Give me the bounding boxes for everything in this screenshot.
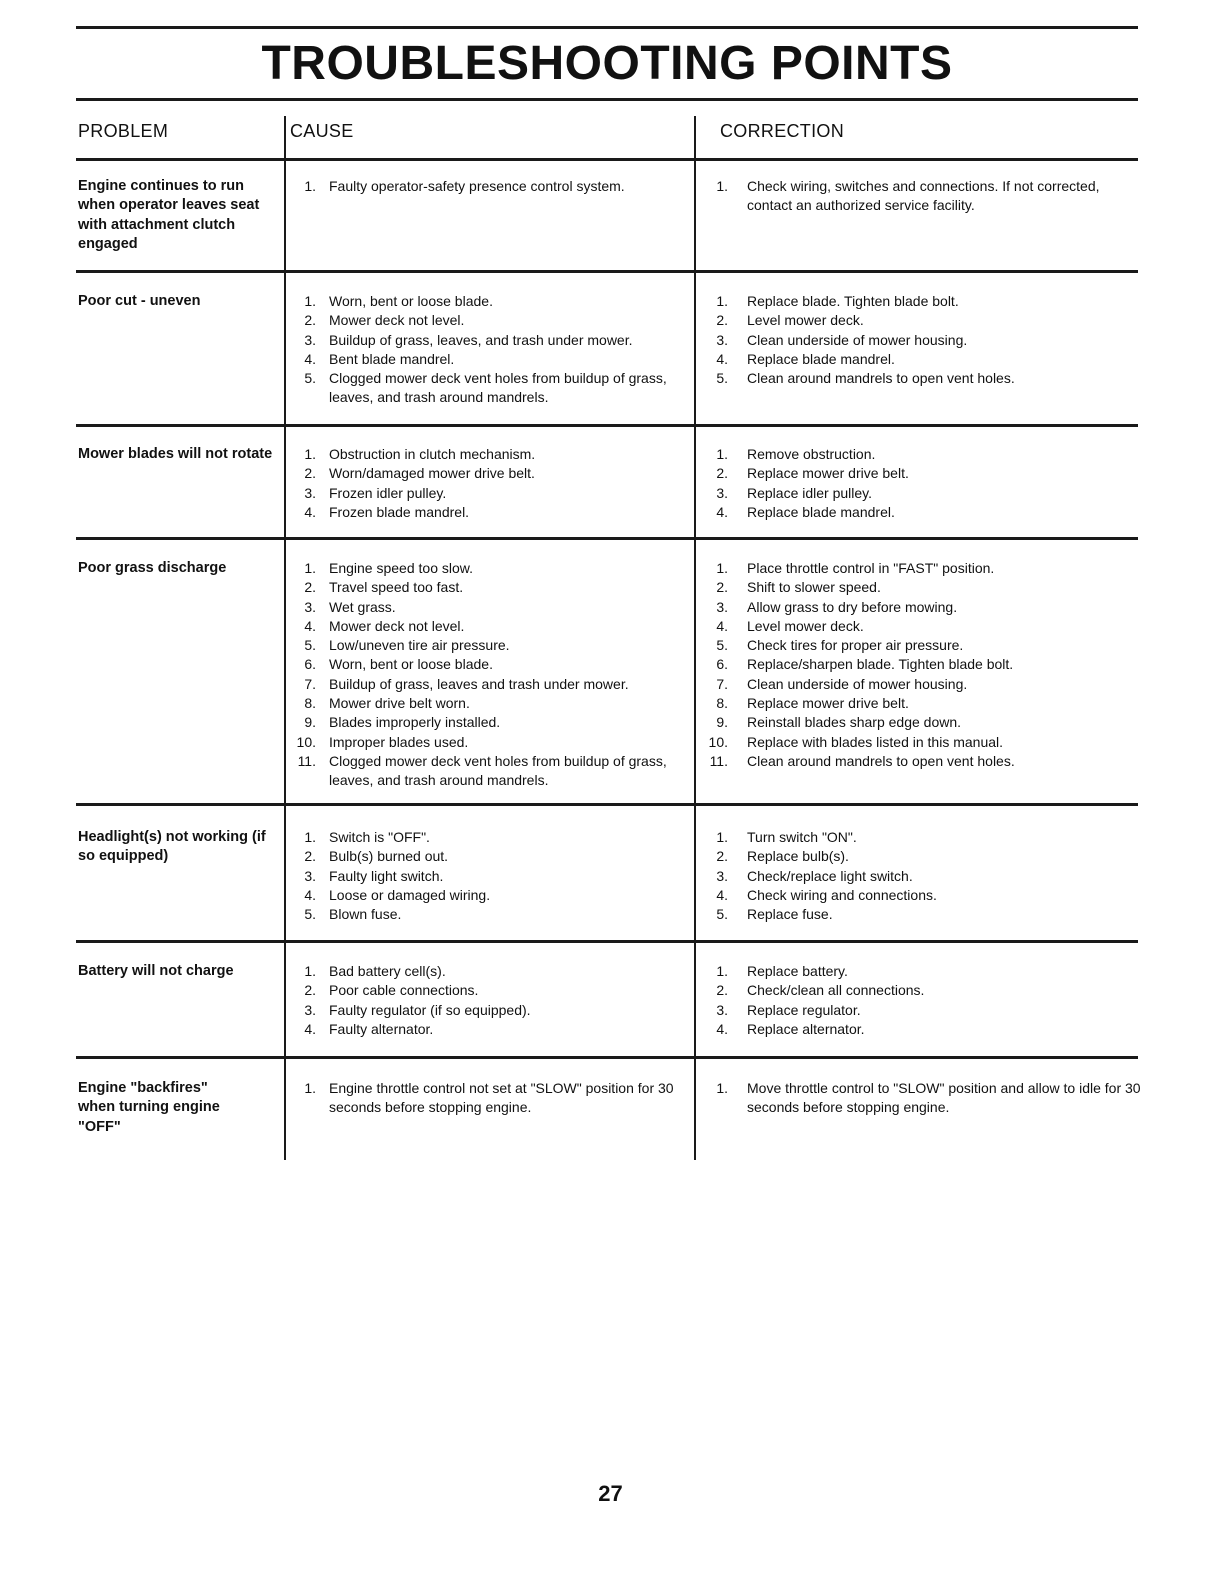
correction-list [706, 559, 1136, 771]
cause-item: 3. Buildup of grass, leaves, and trash under mower. [304, 331, 633, 348]
header-problem: PROBLEM [78, 121, 169, 141]
cause-item: 3. Faulty light switch. [304, 867, 444, 884]
cause-list [286, 1079, 686, 1118]
header-cause: CAUSE [290, 121, 354, 141]
cause-item: 11. Clogged mower deck vent holes from buildup of grass, leaves, and trash around mandrels. [297, 752, 667, 789]
problem-cell: Battery will not charge [78, 963, 234, 979]
correction-list [706, 292, 1136, 388]
correction-item: 4. Level mower deck. [716, 617, 864, 634]
cause-item: 9. Blades improperly installed. [304, 714, 501, 731]
cause-list [286, 177, 686, 196]
correction-item: 3. Clean underside of mower housing. [716, 331, 968, 348]
cause-item: 2. Poor cable connections. [304, 982, 479, 999]
correction-item: 3. Replace idler pulley. [716, 484, 873, 501]
cause-item: 10. Improper blades used. [296, 733, 469, 750]
cause-item: 5. Clogged mower deck vent holes from buildup of grass, leaves, and trash around mandrels. [304, 370, 667, 406]
row-rule [76, 270, 1138, 273]
problem-cell: Poor grass discharge [78, 560, 227, 576]
cause-item: 4. Mower deck not level. [304, 617, 465, 634]
cause-item: 7. Buildup of grass, leaves and trash under mower. [304, 675, 629, 692]
correction-list [706, 177, 1136, 216]
cause-item: 5. Blown fuse. [304, 906, 402, 923]
cause-item: 4. Bent blade mandrel. [304, 350, 455, 367]
correction-item: 1. Check wiring, switches and connections. If not corrected, contact an authorized service facility. [716, 178, 1100, 214]
cause-item: 3. Frozen idler pulley. [304, 484, 447, 501]
correction-item: 5. Replace fuse. [716, 906, 833, 923]
correction-item: 10. Replace with blades listed in this manual. [708, 733, 1004, 750]
cause-item: 4. Faulty alternator. [304, 1020, 434, 1037]
cause-item: 6. Worn, bent or loose blade. [304, 656, 493, 673]
cause-item: 4. Loose or damaged wiring. [304, 886, 491, 903]
correction-list [706, 445, 1136, 522]
correction-item: 1. Place throttle control in "FAST" position. [716, 560, 995, 576]
correction-item: 1. Remove obstruction. [716, 446, 876, 462]
row-rule [76, 940, 1138, 943]
correction-item: 9. Reinstall blades sharp edge down. [716, 714, 962, 731]
row-rule [76, 424, 1138, 427]
cause-item: 1. Switch is "OFF". [304, 829, 430, 845]
cause-item: 1. Bad battery cell(s). [304, 963, 446, 979]
correction-item: 5. Check tires for proper air pressure. [716, 637, 964, 654]
correction-item: 1. Move throttle control to "SLOW" position and allow to idle for 30 seconds before stopping engine. [716, 1080, 1141, 1116]
problem-cell: Poor cut - uneven [78, 293, 201, 309]
correction-item: 4. Replace blade mandrel. [716, 350, 895, 367]
cause-list [286, 445, 686, 522]
cause-item: 2. Bulb(s) burned out. [304, 848, 449, 865]
correction-item: 3. Check/replace light switch. [716, 867, 913, 884]
correction-item: 1. Turn switch "ON". [716, 829, 857, 845]
correction-item: 2. Check/clean all connections. [716, 982, 925, 999]
page-title: TROUBLESHOOTING POINTS [261, 37, 953, 90]
cause-list [286, 559, 686, 791]
correction-item: 1. Replace battery. [716, 963, 848, 979]
correction-item: 3. Allow grass to dry before mowing. [716, 598, 958, 615]
correction-item: 11. Clean around mandrels to open vent holes. [709, 752, 1015, 769]
cause-item: 1. Faulty operator-safety presence control system. [304, 178, 625, 194]
correction-item: 5. Clean around mandrels to open vent holes. [716, 370, 1015, 387]
cause-item: 1. Engine speed too slow. [304, 560, 473, 576]
title-rule [76, 98, 1138, 101]
cause-item: 2. Travel speed too fast. [304, 579, 464, 596]
cause-item: 3. Wet grass. [304, 598, 396, 615]
correction-item: 6. Replace/sharpen blade. Tighten blade bolt. [716, 656, 1014, 673]
row-rule [76, 1056, 1138, 1059]
row-rule [76, 803, 1138, 806]
correction-item: 2. Replace bulb(s). [716, 848, 849, 865]
cause-list [286, 962, 686, 1039]
correction-item: 4. Replace alternator. [716, 1020, 865, 1037]
problem-cell: Mower blades will not rotate [78, 446, 273, 462]
header-correction: CORRECTION [720, 121, 844, 141]
correction-item: 2. Replace mower drive belt. [716, 465, 909, 482]
cause-item: 2. Mower deck not level. [304, 312, 465, 329]
cause-item: 1. Worn, bent or loose blade. [304, 293, 493, 309]
cause-item: 3. Faulty regulator (if so equipped). [304, 1001, 531, 1018]
cause-item: 1. Engine throttle control not set at "SLOW" position for 30 seconds before stopping engine. [304, 1080, 674, 1116]
correction-item: 1. Replace blade. Tighten blade bolt. [716, 293, 959, 309]
cause-list [286, 292, 686, 408]
correction-list [706, 962, 1136, 1039]
correction-item: 2. Level mower deck. [716, 312, 864, 329]
correction-list [706, 1079, 1141, 1118]
cause-item: 1. Obstruction in clutch mechanism. [304, 446, 536, 462]
correction-item: 2. Shift to slower speed. [716, 579, 881, 596]
cause-item: 8. Mower drive belt worn. [304, 695, 470, 712]
correction-item: 4. Replace blade mandrel. [716, 503, 895, 520]
cause-item: 4. Frozen blade mandrel. [304, 503, 470, 520]
cause-item: 2. Worn/damaged mower drive belt. [304, 465, 535, 482]
correction-item: 3. Replace regulator. [716, 1001, 861, 1018]
problem-cell: Engine "backfires" when turning engine "OFF" [78, 1080, 220, 1135]
correction-item: 8. Replace mower drive belt. [716, 695, 909, 712]
problem-cell: Headlight(s) not working (if so equipped) [78, 829, 266, 865]
correction-list [706, 828, 1136, 924]
page-number: 27 [598, 1481, 623, 1506]
cause-item: 5. Low/uneven tire air pressure. [304, 637, 510, 654]
row-rule [76, 537, 1138, 540]
correction-item: 7. Clean underside of mower housing. [716, 675, 968, 692]
problem-cell: Engine continues to run when operator leaves seat with attachment clutch engaged [78, 178, 260, 252]
cause-list [286, 828, 686, 924]
row-rule [76, 158, 1138, 161]
correction-item: 4. Check wiring and connections. [716, 886, 937, 903]
top-rule [76, 26, 1138, 29]
